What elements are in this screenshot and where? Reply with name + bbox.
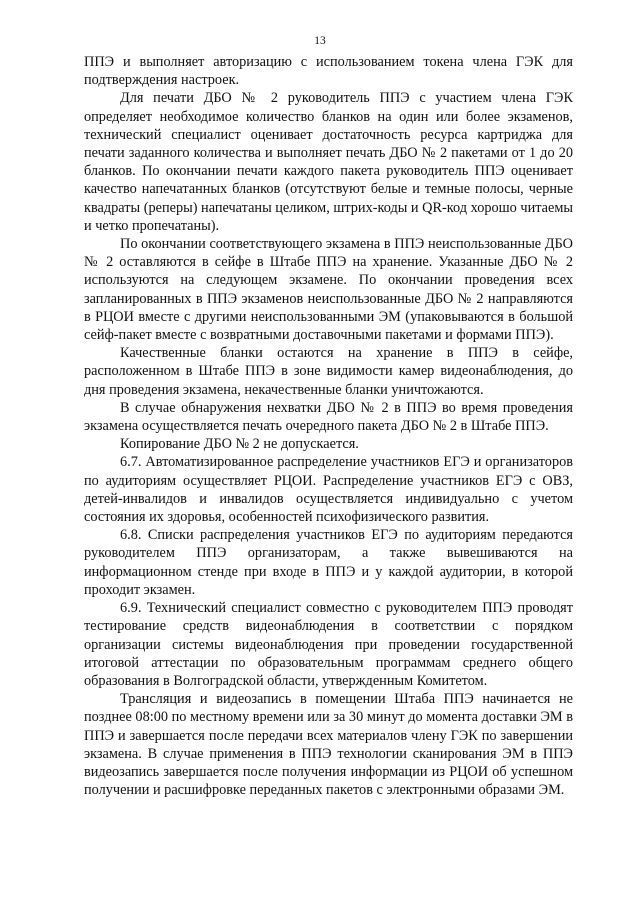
paragraph-unused-dbo-storage: По окончании соответствующего экзамена в ППЭ неиспользованные ДБО № 2 оставляются в сейфе в Штабе ППЭ на хранение. Указанные ДБО № 2 используются на следующем экзамене. По окончании проведения всех запланированных в ППЭ экзаменов неиспользованные ДБО № 2 направляются в РЦОИ вместе с другими неиспользованными ЭМ (упаковываются в большой сейф-пакет вместе с возвратными доставочными пакетами и формами ППЭ). <box>84 236 573 344</box>
paragraph-video-broadcast: Трансляция и видеозапись в помещении Штаба ППЭ начинается не позднее 08:00 по местному времени или за 30 минут до момента доставки ЭМ в ППЭ и завершается после передачи всех материалов члену ГЭК по завершении экзамена. В случае применения в ППЭ технологии сканирования ЭМ в ППЭ видеозапись завершается после получения информации из РЦОИ об успешном получении и расшифровке переданных пакетов с электронными образами ЭМ. <box>84 691 573 799</box>
paragraph-6-9-video-testing: 6.9. Технический специалист совместно с руководителем ППЭ проводят тестирование средств видеонаблюдения в соответствии с порядком организации системы видеонаблюдения при проведении государственной итоговой аттестации по образовательным программам среднего общего образования в Волгоградской области, утвержденным Комитетом. <box>84 600 573 689</box>
paragraph-dbo-shortage: В случае обнаружения нехватки ДБО № 2 в ППЭ во время проведения экзамена осуществляется печать очередного пакета ДБО № 2 в Штабе ППЭ. <box>84 399 573 435</box>
paragraph-token-authorization: ППЭ и выполняет авторизацию с использованием токена члена ГЭК для подтверждения настроек. <box>84 54 573 89</box>
paragraph-6-8-lists: 6.8. Списки распределения участников ЕГЭ по аудиториям передаются руководителем ППЭ организаторам, а также вывешиваются на информационном стенде при входе в ППЭ и у каждой аудитории, в которой проходит экзамен. <box>84 527 573 598</box>
paragraph-quality-blanks-storage: Качественные бланки остаются на хранение в ППЭ в сейфе, расположенном в Штабе ППЭ в зоне видимости камер видеонаблюдения, до дня проведения экзамена, некачественные бланки уничтожаются. <box>84 345 573 398</box>
paragraph-dbo-printing: Для печати ДБО № 2 руководитель ППЭ с участием члена ГЭК определяет необходимое количество бланков на один или более экзаменов, технический специалист оценивает достаточность ресурса картриджа для печати заданного количества и выполняет печать ДБО № 2 пакетами от 1 до 20 бланков. По окончании печати каждого пакета руководитель ППЭ оценивает качество напечатанных бланков (отсутствуют белые и темные полосы, черные квадраты (реперы) напечатаны целиком, штрих-коды и QR-код хорошо читаемы и четко пропечатаны). <box>84 90 573 234</box>
document-body <box>84 53 573 799</box>
page-number: 13 <box>314 35 326 47</box>
paragraph-6-7-distribution: 6.7. Автоматизированное распределение участников ЕГЭ и организаторов по аудиториям осуществляет РЦОИ. Распределение участников ЕГЭ с ОВЗ, детей-инвалидов и инвалидов осуществляется индивидуально с учетом состояния их здоровья, особенностей психофизического развития. <box>84 454 573 526</box>
paragraph-copy-prohibited: Копирование ДБО № 2 не допускается. <box>120 436 359 453</box>
